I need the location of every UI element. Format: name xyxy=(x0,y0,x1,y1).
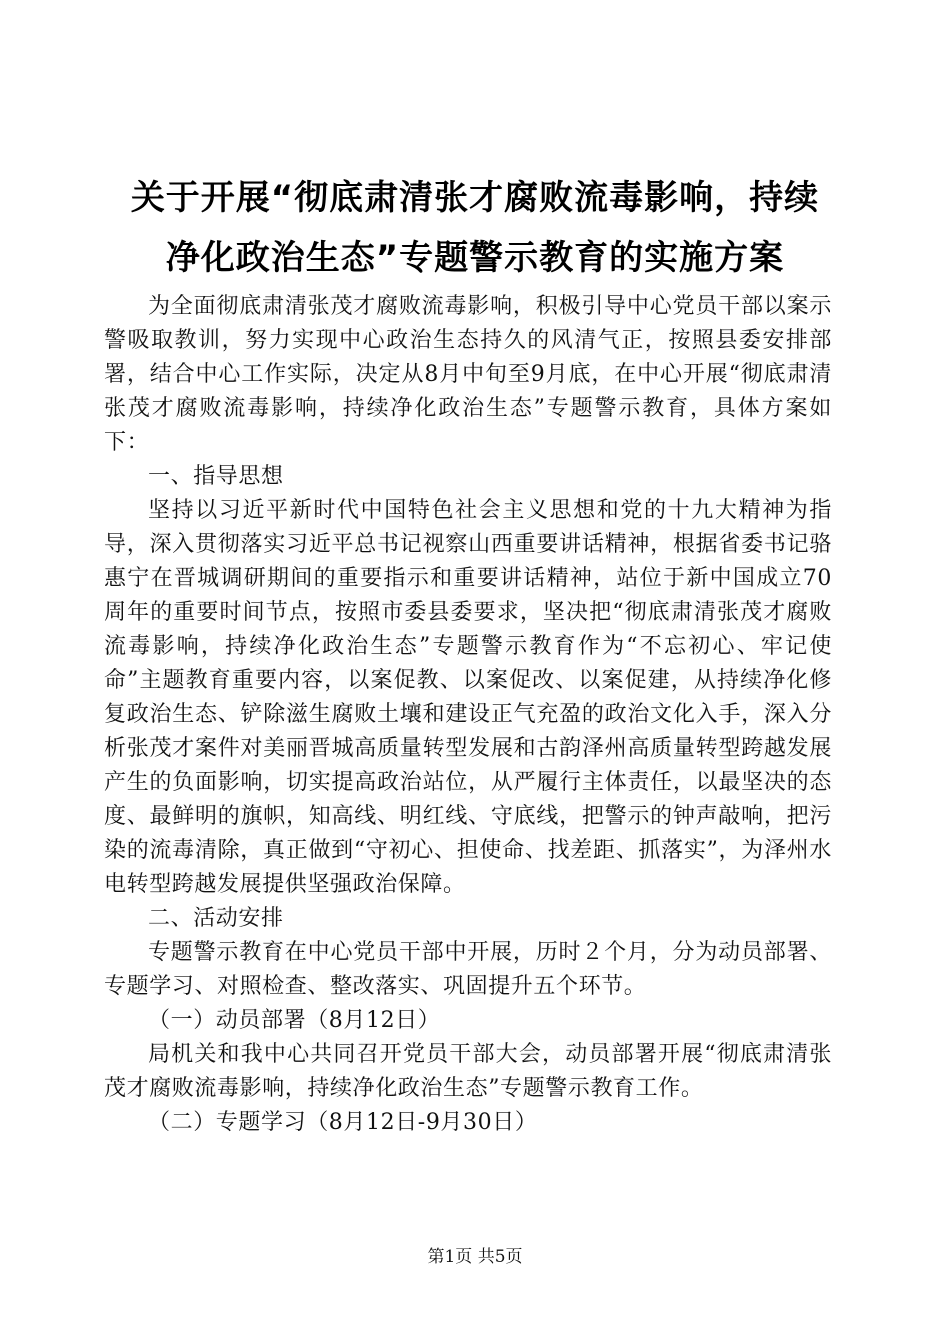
page-footer: 第1页 共5页 xyxy=(427,1247,523,1267)
subsection-heading-mobilization: （一）动员部署（8月12日） xyxy=(148,1008,441,1033)
guiding-thought-paragraph: 坚持以习近平新时代中国特色社会主义思想和党的十九大精神为指导，深入贯彻落实习近平总书记视察山西重要讲话精神，根据省委书记骆惠宁在晋城调研期间的重要指示和重要讲话精神，站位于新中国成立70周年的重要时间节点，按照市委县委要求，坚决把“彻底肃清张茂才腐败流毒影响，持续净化政治生态”专题警示教育作为“不忘初心、牢记使命”主题教育重要内容，以案促教、以案促改、以案促建，从持续净化修复政治生态、铲除滋生腐败土壤和建设正气充盈的政治文化入手，深入分析张茂才案件对美丽晋城高质量转型发展和古韵泽州高质量转型跨越发展产生的负面影响，切实提高政治站位，从严履行主体责任，以最坚决的态度、最鲜明的旗帜，知高线、明红线、守底线，把警示的钟声敲响，把污染的流毒清除，真正做到“守初心、担使命、找差距、抓落实”，为泽州水电转型跨越发展提供坚强政治保障。 xyxy=(104,498,832,897)
title-line-2: 净化政治生态”专题警示教育的实施方案 xyxy=(165,238,785,278)
section-heading-activity-arrangement: 二、活动安排 xyxy=(148,906,284,931)
section-heading-guiding-thought: 一、指导思想 xyxy=(148,464,284,489)
document-title xyxy=(95,168,855,288)
subsection-heading-special-study: （二）专题学习（8月12日-9月30日） xyxy=(148,1110,538,1135)
mobilization-paragraph: 局机关和我中心共同召开党员干部大会，动员部署开展“彻底肃清张茂才腐败流毒影响，持续净化政治生态”专题警示教育工作。 xyxy=(104,1042,832,1101)
title-line-1: 关于开展“彻底肃清张才腐败流毒影响，持续 xyxy=(130,178,820,218)
intro-paragraph: 为全面彻底肃清张茂才腐败流毒影响，积极引导中心党员干部以案示警吸取教训，努力实现中心政治生态持久的风清气正，按照县委安排部署，结合中心工作实际，决定从8月中旬至9月底，在中心开展“彻底肃清张茂才腐败流毒影响，持续净化政治生态”专题警示教育，具体方案如下： xyxy=(104,294,832,455)
document-body xyxy=(104,290,832,1140)
activity-arrangement-paragraph: 专题警示教育在中心党员干部中开展，历时２个月，分为动员部署、专题学习、对照检查、整改落实、巩固提升五个环节。 xyxy=(104,940,832,999)
